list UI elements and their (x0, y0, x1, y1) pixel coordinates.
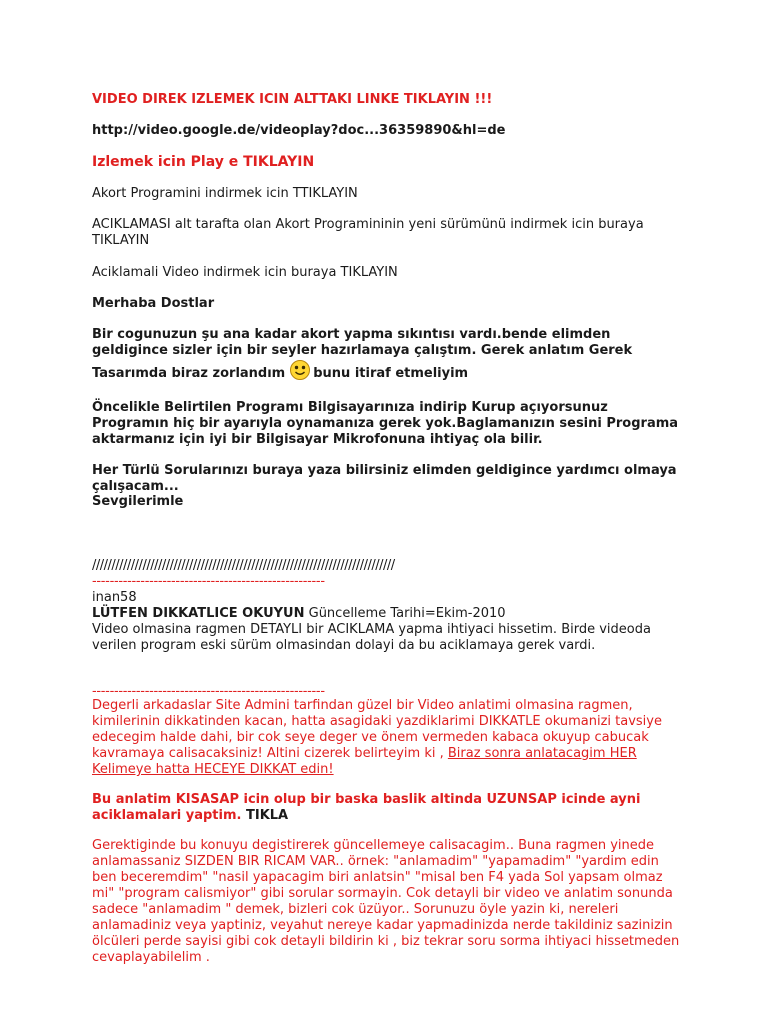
author-name: inan58 (92, 590, 137, 605)
slash-divider: ////////////////////////////////////////////////////////////////////////////// (92, 558, 395, 573)
instructions-paragraph: Öncelikle Belirtilen Programı Bilgisayarınıza indirip Kurup açıyorsunuz Programın hiç bir ayarıyla oynamanıza gerek yok.Baglamanızın sesini Programa aktarmanız için iyi bir Bilgisayar Mikrofonuna ihtiyaç ola bilir. (92, 400, 679, 447)
short-long-explanation (92, 792, 652, 824)
intro-paragraph-tail: bunu itiraf etmeliyim (313, 366, 469, 381)
dash-divider-1: ----------------------------------------------------- (92, 574, 325, 589)
short-explanation-text: Bu anlatim KISASAP icin olup bir baska baslik altinda UZUNSAP icinde ayni aciklamalari yaptim. (92, 792, 641, 823)
greeting: Merhaba Dostlar (92, 296, 215, 311)
read-carefully-label: LÜTFEN DIKKATLICE OKUYUN (92, 606, 305, 621)
final-paragraph: Gerektiginde bu konuyu degistirerek güncellemeye calisacagim.. Buna ragmen yinede anlamassaniz SIZDEN BIR RICAM VAR.. örnek: "anlamadim" "yapamadim" "yardim edin ben beceremdim" "nasil yapacagim biri anlatsin" "misal ben F4 yada Sol yapsam olmaz mi" "program calismiyor" gibi sorular sormayin. Cok detayli bir video ve anlatim sonunda sadece "anlamadim " demek, bizleri cok üzüyor.. Sorunuzu öyle yazin ki, nereleri anlamadiniz veya yaptiniz, veyahut nereye kadar yapmadinizda nerde takildiniz sazinizin ölcüleri perde sayisi gibi cok detayli bildirin ki , biz tekrar soru sorma ihtiyaci hissetmeden cevaplayabilelim . (92, 838, 680, 965)
download-program-line[interactable]: Akort Programini indirmek icin TTIKLAYIN (92, 186, 358, 201)
new-version-download-line[interactable]: ACIKLAMASI alt tarafta olan Akort Programininin yeni sürümünü indirmek icin buraya TIKLAYIN (92, 217, 644, 248)
notice-paragraph (92, 698, 682, 778)
intro-paragraph (92, 327, 682, 386)
dash-divider-2: ----------------------------------------------------- (92, 684, 325, 699)
video-download-line[interactable]: Aciklamali Video indirmek icin buraya TIKLAYIN (92, 265, 398, 280)
video-headline-link[interactable]: VIDEO DIREK IZLEMEK ICIN ALTTAKI LINKE TIKLAYIN !!! (92, 92, 493, 107)
smiley-icon (289, 359, 311, 386)
underlined-warning: Biraz sonra anlatacagim HER Kelimeye hatta HECEYE DIKKAT edin! (92, 746, 637, 777)
video-url[interactable]: http://video.google.de/videoplay?doc...36359890&hl=de (92, 123, 506, 138)
update-text: Video olmasina ragmen DETAYLI bir ACIKLAMA yapma ihtiyaci hissetim. Birde videoda verilen program eski sürüm olmasindan dolayi da bu aciklamaya gerek vardi. (92, 622, 651, 653)
update-notice (92, 606, 682, 622)
signoff: Sevgilerimle (92, 494, 184, 509)
update-date: Güncelleme Tarihi=Ekim-2010 (304, 606, 506, 621)
notice-text: Degerli arkadaslar Site Admini tarfindan güzel bir Video anlatimi olmasina ragmen, kimilerinin dikkatinden kacan, hatta asagidaki yazdiklarimi DIKKATLE okumanizi tavsiye edecegim halde dahi, bir cok seye deger ve önem vermeden kabaca okuyup cabucak kavramaya calisacaksiniz! Altini cizerek belirteyim ki , (92, 698, 662, 761)
tikla-link[interactable]: TIKLA (246, 808, 289, 823)
intro-paragraph-text: Bir cogunuzun şu ana kadar akort yapma sıkıntısı vardı.bende elimden geldigince sizler için bir seyler hazırlamaya çalıştım. Gerek anlatım Gerek Tasarımda biraz zorlandım (92, 327, 633, 381)
questions-paragraph: Her Türlü Sorularınızı buraya yaza bilirsiniz elimden geldigince yardımcı olmaya çalışacam... (92, 463, 677, 494)
play-link[interactable]: Izlemek icin Play e TIKLAYIN (92, 154, 315, 170)
